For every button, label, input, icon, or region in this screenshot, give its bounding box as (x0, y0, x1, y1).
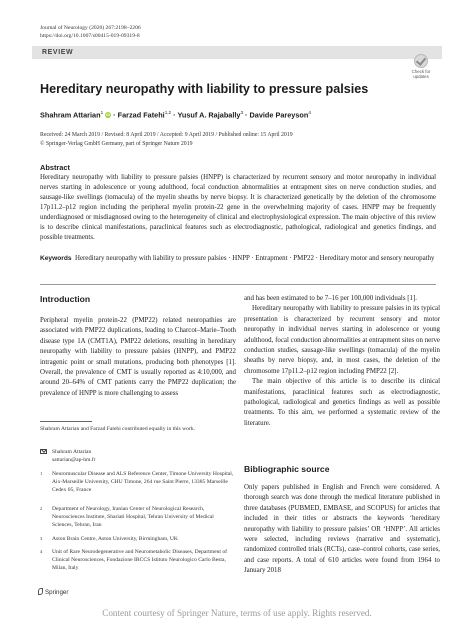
introduction-paragraph: and has been estimated to be 7–16 per 100,000 individuals [1]. (244, 295, 417, 302)
keywords-list: Hereditary neuropathy with liability to pressure palsies · HNPP · Entrapment · PMP22 · Hereditary motor and sensory neuropathy (74, 255, 435, 262)
introduction-paragraph: The main objective of this article is to describe its clinical manifestations, paraclinical features such as electrodiagnostic, pathological, radiological and genetics findings as well as possible treatments. To this aim, we performed a systematic review of the literature. (244, 378, 440, 427)
affiliation-text: Neuromuscular Disease and ALS Reference Center, Timone University Hospital, Aix-Marseille University, CHU Timone, 264 rue Saint Pierre, 13385 Marseille Cedex 05, France (52, 471, 234, 493)
affiliation (40, 470, 236, 502)
section-bar (32, 46, 442, 59)
doi-link[interactable]: https://doi.org/10.1007/s00415-019-09319-8 (40, 33, 140, 39)
affiliation (40, 548, 236, 580)
affiliation-number: 2 (40, 506, 43, 511)
article-title: Hereditary neuropathy with liability to pressure palsies (40, 82, 369, 96)
checkmark-icon (414, 54, 428, 68)
introduction-right-column (244, 294, 440, 429)
introduction-heading: Introduction (40, 294, 91, 304)
introduction-paragraph: Hereditary neuropathy with liability to pressure palsies in its typical presentation is characterized by recurrent sensory and motor neuropathy in individual nerves starting in adolescence or young adulthood, focal conduction abnormalities at entrapment sites on nerve conduction studies, sausage-like swellings (tomacula) of the myelin sheaths by nerve biopsy, and, in most cases, the deletion of the chromosome 17p11.2–p12 region including PMP22 [2]. (244, 305, 440, 375)
publication-dates: Received: 24 March 2019 / Revised: 8 April 2019 / Accepted: 9 April 2019 / Published online: 15 April 2019 (40, 132, 293, 138)
footnote-divider (40, 421, 92, 422)
author-name[interactable]: Farzad Fatehi (117, 110, 165, 120)
orcid-icon[interactable]: iD (106, 112, 111, 118)
abstract-heading: Abstract (40, 163, 70, 172)
affiliation-text: Aston Brain Centre, Aston University, Birmingham, UK (52, 536, 178, 542)
introduction-paragraph: Peripheral myelin protein-22 (PMP22) related neuropathies are associated with PMP22 duplications, leading to Charcot–Marie–Tooth disease type 1A (CMT1A), PMP22 deletions, resulting in hereditary neuropathy with liability to pressure palsies (HNPP), and PMP22 intragenic point or small mutations, producing both phenotypes [1]. Overall, the prevalence of CMT is usually reported as 4:10,000, and around 20–64% of CMT patients carry the PMP22 duplication; the prevalence of HNPP is more challenging to assess (40, 317, 236, 397)
affiliation (40, 505, 236, 529)
author-list (40, 110, 311, 119)
check-for-updates-label: Check for updates (411, 69, 431, 79)
bibliographic-paragraph: Only papers published in English and French were considered. A thorough search was done through the medical literature published in three databases (PUBMED, EMBASE, and SCOPUS) for articles that included in their titles or abstracts the keywords ‘hereditary neuropathy with liability to pressure palsies’ OR ‘HNPP’. All articles were selected, including reviews (narrative and systematic), randomized controlled trials (RCTs), case–control cohorts, case series, and case reports. A total of 610 articles were found from 1964 to January 2018 (244, 484, 440, 575)
equal-contribution-note: Shahram Attarian and Farzad Fatehi contributed equally in this work. (40, 426, 196, 432)
bibliographic-source-heading: Bibliographic source (244, 464, 330, 474)
publisher-name: Springer (45, 589, 69, 596)
affiliation-number: 4 (40, 549, 43, 554)
keywords-label: Keywords (40, 255, 72, 262)
affiliation-number: 3 (40, 536, 43, 541)
author-separator: · (111, 110, 118, 120)
journal-citation: Journal of Neurology (2020) 267:2198–2206 (40, 25, 141, 31)
contact-name: Shahram Attarian (52, 449, 92, 455)
author-affiliation: 1 (100, 110, 104, 115)
affiliation-number: 1 (40, 471, 43, 476)
section-divider (40, 284, 436, 285)
affiliation-text: Unit of Rare Neurodegenerative and Neurometabolic Diseases, Department of Clinical Neurosciences, Fondazione IRCCS Istituto Neurologico Carlo Besta, Milan, Italy (52, 549, 228, 571)
author-affiliation: 1,2 (164, 110, 172, 115)
author-name[interactable]: Shahram Attarian (40, 110, 101, 120)
introduction-left-column (40, 316, 236, 399)
author-affiliation: 4 (308, 110, 311, 115)
author-name[interactable]: Yusuf A. Rajabally (177, 110, 241, 120)
author-affiliation: 3 (240, 110, 244, 115)
keywords (40, 254, 436, 264)
envelope-icon (40, 449, 47, 454)
section-label: REVIEW (42, 49, 74, 56)
abstract-text: Hereditary neuropathy with liability to pressure palsies (HNPP) is characterized by recurrent sensory and motor neuropathy in individual nerves starting in adolescence or young adulthood, focal conduction abnormalities at entrapment sites on nerve conduction studies, and sausage-like swellings (tomacula) of the myelin sheaths by nerve biopsy. It is characterized genetically by the deletion of the chromosome 17p11.2–p12 region including the peripheral myelin protein-22 gene in the overwhelming majority of cases. HNPP may be frequently underdiagnosed or misdiagnosed owing to the heterogeneity of clinical and electrophysiological expression. The main objective of this review is to describe clinical manifestations, paraclinical features such as electrodiagnostic, pathological, radiological and genetics findings, and possible treatments. (40, 174, 436, 241)
contact-email[interactable]: sattarian@ap-hm.fr (52, 457, 96, 463)
springer-horse-icon (38, 588, 43, 595)
bibliographic-source-text (244, 483, 440, 577)
affiliation (40, 535, 236, 543)
check-for-updates-badge[interactable] (406, 53, 436, 81)
publisher-logo (38, 588, 68, 596)
author-separator: · (243, 110, 250, 120)
courtesy-notice: Content courtesy of Springer Nature, terms of use apply. Rights reserved. (102, 608, 372, 618)
author-separator: · (171, 110, 178, 120)
author-name[interactable]: Davide Pareyson (249, 110, 309, 120)
affiliation-text: Department of Neurology, Iranian Center of Neurological Research, Neurosciences Institute, Shariati Hospital, Tehran University of Medical Sciences, Tehran, Iran (52, 506, 214, 528)
copyright-notice: © Springer-Verlag GmbH Germany, part of Springer Nature 2019 (40, 141, 193, 147)
